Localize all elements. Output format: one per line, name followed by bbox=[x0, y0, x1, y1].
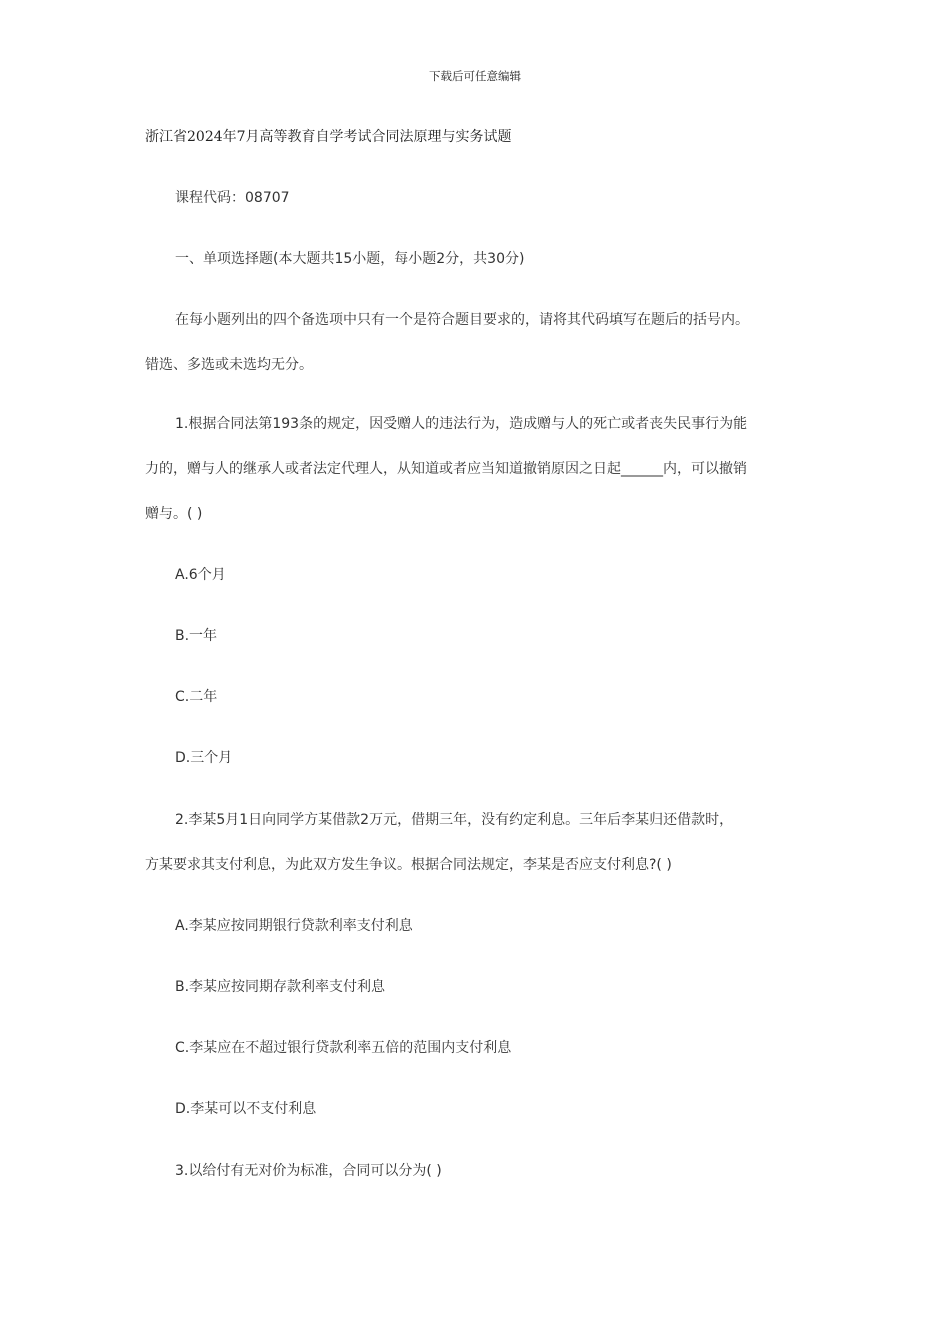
page-title: 浙江省2024年7月高等教育自学考试合同法原理与实务试题 bbox=[145, 129, 512, 145]
question-1-line-2: 力的，赠与人的继承人或者法定代理人，从知道或者应当知道撤销原因之日起______内，可以撤销 bbox=[145, 461, 747, 477]
question-1-option-d: D.三个月 bbox=[175, 750, 233, 766]
page-header: 下载后可任意编辑 bbox=[429, 69, 521, 83]
question-2-option-c: C.李某应在不超过银行贷款利率五倍的范围内支付利息 bbox=[175, 1040, 512, 1056]
question-2-option-d: D.李某可以不支付利息 bbox=[175, 1101, 317, 1117]
question-1-option-c: C.二年 bbox=[175, 689, 218, 705]
question-2-option-a: A.李某应按同期银行贷款利率支付利息 bbox=[175, 918, 413, 934]
question-1-option-b: B.一年 bbox=[175, 628, 218, 644]
question-1-line-3: 赠与。( ) bbox=[145, 506, 203, 522]
question-2-option-b: B.李某应按同期存款利率支付利息 bbox=[175, 979, 386, 995]
instruction-line-2: 错选、多选或未选均无分。 bbox=[145, 357, 313, 373]
question-1-option-a: A.6个月 bbox=[175, 567, 226, 583]
instruction-line-1: 在每小题列出的四个备选项中只有一个是符合题目要求的，请将其代码填写在题后的括号内。 bbox=[175, 312, 749, 328]
course-code: 课程代码：08707 bbox=[175, 190, 290, 206]
question-2-line-2: 方某要求其支付利息，为此双方发生争议。根据合同法规定，李某是否应支付利息?( ) bbox=[145, 857, 672, 873]
question-1-line-1: 1.根据合同法第193条的规定，因受赠人的违法行为，造成赠与人的死亡或者丧失民事行为能 bbox=[175, 416, 748, 432]
section-heading: 一、单项选择题(本大题共15小题，每小题2分，共30分) bbox=[175, 251, 525, 267]
question-3-line-1: 3.以给付有无对价为标准，合同可以分为( ) bbox=[175, 1163, 442, 1179]
question-2-line-1: 2.李某5月1日向同学方某借款2万元，借期三年，没有约定利息。三年后李某归还借款时， bbox=[175, 812, 734, 828]
